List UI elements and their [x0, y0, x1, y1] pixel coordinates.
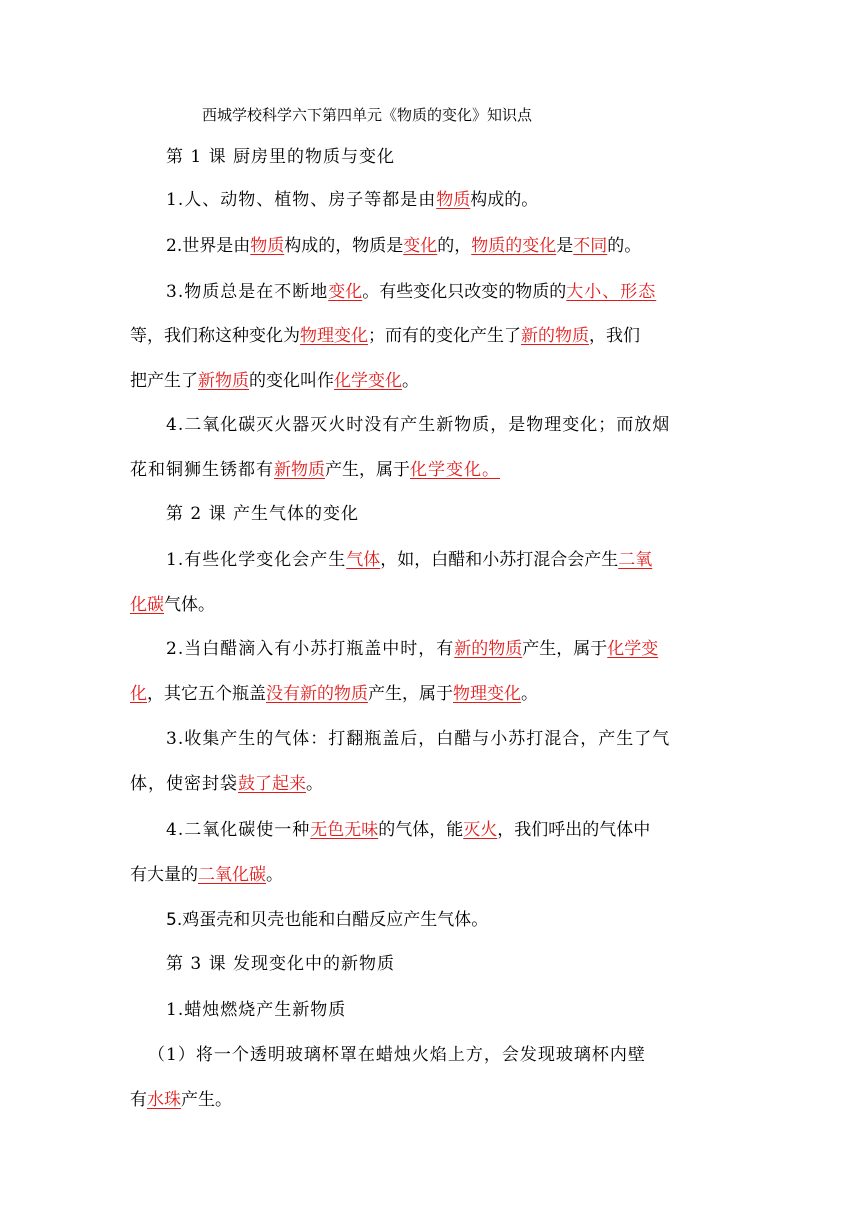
- answer: 没有新的物质: [266, 684, 368, 704]
- text: 。有些变化只改变的物质的: [362, 282, 567, 302]
- answer: 物理变化: [453, 684, 521, 704]
- answer: 物质的变化: [471, 236, 557, 256]
- answer: 新物质: [198, 371, 249, 391]
- answer: 物质: [250, 236, 285, 256]
- answer: 变化: [403, 236, 438, 256]
- text: 产生，属于: [522, 639, 608, 659]
- answer: 化: [130, 684, 147, 704]
- text: 1.人、动物、植物、房子等都是由: [166, 190, 437, 210]
- answer: 大小、形态: [566, 282, 657, 302]
- paragraph-1-3-line-1: [166, 277, 766, 302]
- paragraph-1-3-line-2: [130, 321, 730, 346]
- answer: 不同: [573, 236, 608, 256]
- text: 构成的。: [470, 190, 539, 210]
- answer: 化学变化: [334, 371, 402, 391]
- paragraph-2-3-line-1: 3.收集产生的气体：打翻瓶盖后，白醋与小苏打混合，产生了气: [166, 729, 671, 749]
- text: 。: [266, 865, 283, 885]
- lesson-1-heading: 第 1 课 厨房里的物质与变化: [166, 147, 396, 167]
- text: 产生。: [181, 1090, 232, 1110]
- text: 。: [306, 774, 323, 794]
- document-title: 西城学校科学六下第四单元《物质的变化》知识点: [202, 106, 533, 124]
- text: 气体。: [164, 595, 215, 615]
- answer: 气体: [346, 550, 381, 570]
- text: 2.世界是由: [166, 236, 251, 256]
- paragraph-2-3-line-2: [130, 769, 730, 794]
- answer: 化学变: [607, 639, 659, 659]
- text: 1.有些化学变化会产生: [166, 550, 347, 570]
- text: 的变化叫作: [249, 371, 334, 391]
- answer: 鼓了起来: [238, 774, 306, 794]
- text: 花和铜狮生锈都有: [130, 460, 274, 480]
- answer: 化碳: [130, 595, 164, 615]
- paragraph-2-2-line-2: [130, 679, 730, 704]
- text: 4.二氧化碳使一种: [166, 820, 311, 840]
- paragraph-1-2: [166, 231, 766, 256]
- answer: 化学变化。: [410, 460, 500, 480]
- paragraph-1-3-line-3: [130, 366, 730, 391]
- paragraph-2-2-line-1: [166, 634, 766, 659]
- text: 。: [402, 371, 419, 391]
- answer: 二氧化碳: [198, 865, 266, 885]
- paragraph-1-4-line-2: [130, 455, 730, 480]
- text: ，如，白醋和小苏打混合会产生: [380, 550, 619, 570]
- text: 产生，属于: [325, 460, 410, 480]
- text: 2.当白醋滴入有小苏打瓶盖中时，有: [166, 639, 455, 659]
- lesson-3-heading: 第 3 课 发现变化中的新物质: [166, 954, 396, 974]
- text: 的气体，能: [378, 820, 464, 840]
- answer: 物理变化: [300, 326, 368, 346]
- answer: 新物质: [274, 460, 325, 480]
- text: 3.物质总是在不断地: [166, 282, 329, 302]
- answer: 新的物质: [521, 326, 589, 346]
- lesson-2-heading: 第 2 课 产生气体的变化: [166, 504, 360, 524]
- paragraph-3-1-1-line-1: [148, 1040, 748, 1065]
- paragraph-2-5: 5.鸡蛋壳和贝壳也能和白醋反应产生气体。: [166, 910, 489, 930]
- answer: 无色无味: [310, 820, 379, 840]
- paragraph-2-1-line-1: [166, 545, 766, 570]
- text: 有: [130, 1090, 147, 1110]
- text: 等，我们称这种变化为: [130, 326, 300, 346]
- text: 构成的，物质是: [284, 236, 404, 256]
- paragraph-2-4-line-2: [130, 860, 730, 885]
- paragraph-2-1-line-2: [130, 590, 730, 615]
- text: ，我们呼出的气体中: [497, 820, 651, 840]
- paragraph-1-1: [166, 185, 766, 210]
- text: 的，: [437, 236, 472, 256]
- answer: 新的物质: [454, 639, 523, 659]
- answer: 变化: [328, 282, 363, 302]
- text: ，我们: [589, 326, 640, 346]
- answer: 灭火: [463, 820, 498, 840]
- text: ，其它五个瓶盖: [147, 684, 266, 704]
- text: 产生，属于: [368, 684, 453, 704]
- text: 的。: [607, 236, 642, 256]
- paragraph-2-4-line-1: [166, 815, 766, 840]
- paragraph-3-1: 1.蜡烛燃烧产生新物质: [166, 1000, 347, 1020]
- answer: 二氧: [618, 550, 653, 570]
- answer: 物质: [436, 190, 471, 210]
- text: ；而有的变化产生了: [368, 326, 521, 346]
- text: 。: [521, 684, 538, 704]
- answer: 水珠: [147, 1090, 181, 1110]
- paragraph-1-4-line-1: 4.二氧化碳灭火器灭火时没有产生新物质，是物理变化；而放烟: [166, 415, 671, 435]
- text: 是: [556, 236, 574, 256]
- paragraph-3-1-1-line-2: [130, 1085, 730, 1110]
- text: 把产生了: [130, 371, 198, 391]
- text: （1）将一个透明玻璃杯罩在蜡烛火焰上方，会发现玻璃杯内壁: [148, 1045, 646, 1065]
- text: 体，使密封袋: [130, 774, 238, 794]
- text: 有大量的: [130, 865, 198, 885]
